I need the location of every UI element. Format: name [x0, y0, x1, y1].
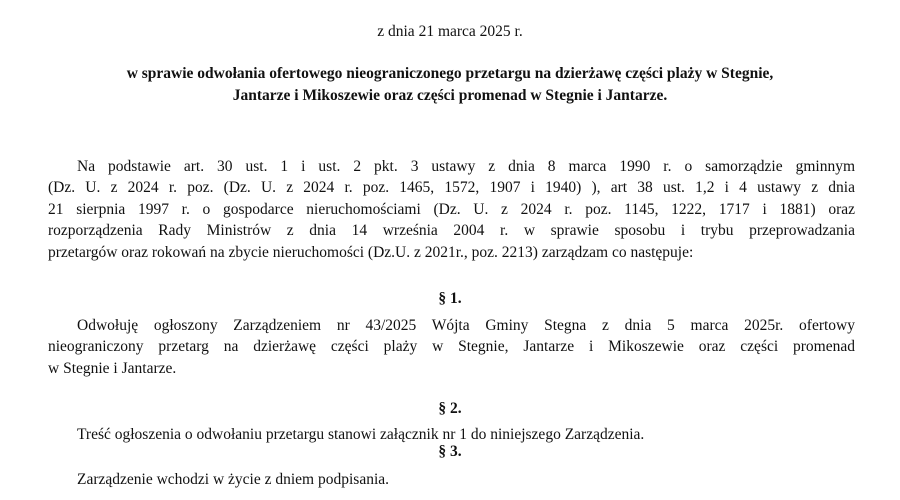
- document-title-line-2: Jantarze i Mikoszewie oraz części promenad w Stegnie i Jantarze.: [232, 87, 668, 104]
- preamble-line: Na podstawie art. 30 ust. 1 i ust. 2 pkt. 3 ustawy z dnia 8 marca 1990 r. o samorządzie gminnym: [77, 158, 855, 175]
- preamble-line: 21 sierpnia 1997 r. o gospodarce nieruchomościami (Dz. U. z 2024 r. poz. 1145, 1222, 1717 i 1881) oraz: [48, 201, 855, 218]
- document-title-line-1: w sprawie odwołania ofertowego nieograniczonego przetargu na dzierżawę części plaży w Stegnie,: [126, 65, 774, 82]
- section-1-line: nieograniczony przetarg na dzierżawę części plaży w Stegnie, Jantarze i Mikoszewie oraz części promenad: [48, 338, 855, 355]
- section-3-line: Zarządzenie wchodzi w życie z dniem podpisania.: [77, 471, 390, 488]
- preamble-line: (Dz. U. z 2024 r. poz. (Dz. U. z 2024 r. poz. 1465, 1572, 1907 i 1940) ), art 38 ust. 1,2 i 4 ustawy z dnia: [48, 179, 855, 196]
- document-date: z dnia 21 marca 2025 r.: [377, 23, 523, 40]
- section-2-line: Treść ogłoszenia o odwołaniu przetargu stanowi załącznik nr 1 do niniejszego Zarządzenia.: [77, 426, 645, 443]
- preamble-line: przetargów oraz rokowań na zbycie nieruchomości (Dz.U. z 2021r., poz. 2213) zarządzam co następuje:: [48, 244, 694, 261]
- section-1-line: Odwołuję ogłoszony Zarządzeniem nr 43/2025 Wójta Gminy Stegna z dnia 5 marca 2025r. ofertowy: [77, 317, 855, 334]
- section-1-heading: § 1.: [438, 290, 462, 307]
- preamble-line: rozporządzenia Rady Ministrów z dnia 14 września 2004 r. w sprawie sposobu i trybu przeprowadzania: [48, 222, 855, 239]
- section-1-line: w Stegnie i Jantarze.: [48, 360, 177, 377]
- section-3-heading: § 3.: [438, 443, 462, 460]
- section-2-heading: § 2.: [438, 400, 462, 417]
